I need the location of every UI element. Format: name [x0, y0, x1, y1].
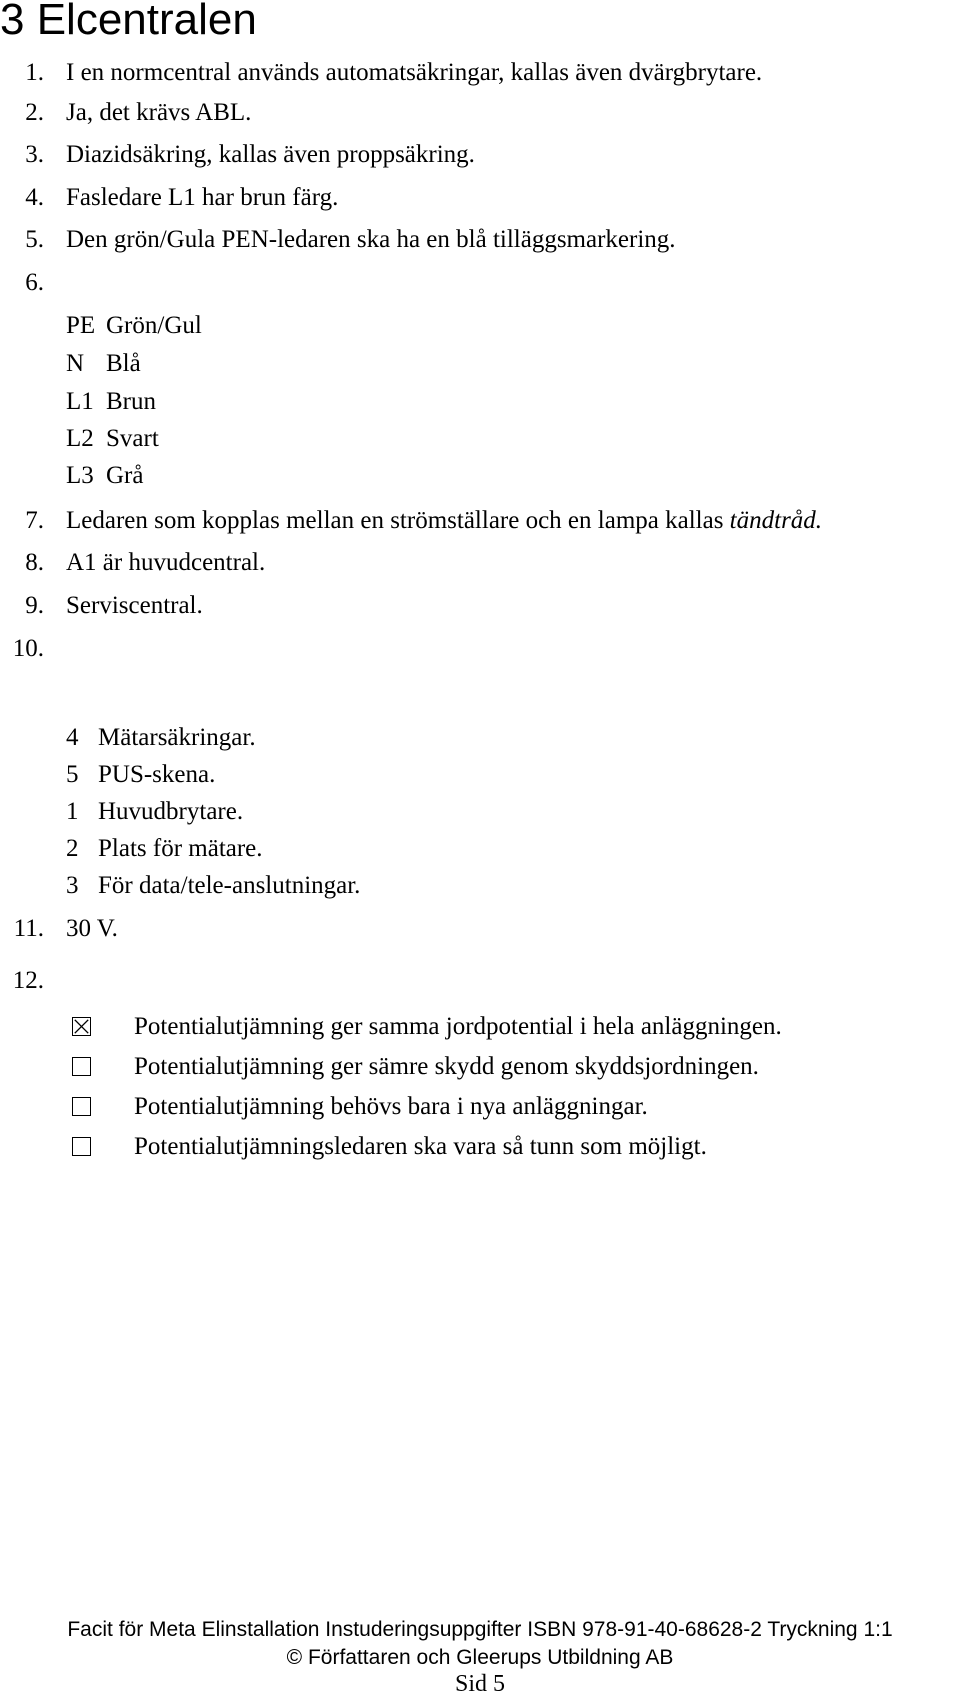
answer-6 [0, 268, 900, 298]
answer-number: 9. [25, 592, 44, 619]
part-row [66, 797, 244, 827]
statement-checkbox-checked[interactable] [72, 1017, 91, 1036]
answer-text: Ja, det krävs ABL. [66, 99, 252, 126]
conductor-code: N [66, 350, 85, 377]
answer-text: Diazidsäkring, kallas även proppsäkring. [66, 141, 475, 168]
conductor-color: Grå [106, 462, 144, 489]
conductor-row [66, 387, 156, 417]
conductor-code: L1 [66, 388, 94, 415]
part-text: Mätarsäkringar. [98, 724, 256, 751]
conductor-code: L3 [66, 462, 94, 489]
answer-text: Serviscentral. [66, 592, 203, 619]
part-row [66, 723, 256, 753]
statement-text: Potentialutjämning behövs bara i nya anläggningar. [134, 1093, 648, 1120]
conductor-color: Svart [106, 425, 159, 452]
part-number: 5 [66, 761, 79, 788]
answer-number: 7. [25, 507, 44, 534]
answer-number: 1. [25, 59, 44, 86]
part-number: 3 [66, 872, 79, 899]
footer-copyright: © Författaren och Gleerups Utbildning AB [286, 1646, 674, 1669]
statement-text: Potentialutjämning ger samma jordpotential i hela anläggningen. [134, 1013, 782, 1040]
footer-book-info: Facit för Meta Elinstallation Instuderingsuppgifter ISBN 978-91-40-68628-2 Tryckning 1:1 [67, 1618, 893, 1641]
part-row [66, 834, 263, 864]
conductor-code: L2 [66, 425, 94, 452]
answer-5 [0, 225, 900, 255]
statement-checkbox[interactable] [72, 1097, 91, 1116]
answer-text: A1 är huvudcentral. [66, 549, 266, 576]
answer-number: 3. [25, 141, 44, 168]
answer-text: Den grön/Gula PEN-ledaren ska ha en blå tilläggsmarkering. [66, 226, 676, 253]
page-number: Sid 5 [454, 1671, 505, 1697]
part-text: För data/tele-anslutningar. [98, 872, 361, 899]
answer-number: 5. [25, 226, 44, 253]
conductor-color: Brun [106, 388, 156, 415]
part-text: Huvudbrytare. [98, 798, 244, 825]
answer-text: Fasledare L1 har brun färg. [66, 184, 339, 211]
answer-3 [0, 140, 900, 170]
answer-number: 8. [25, 549, 44, 576]
part-row [66, 760, 216, 790]
answer-7 [0, 506, 930, 536]
part-number: 4 [66, 724, 79, 751]
conductor-row [66, 311, 202, 341]
conductor-color: Blå [106, 350, 141, 377]
answer-text: Ledaren som kopplas mellan en strömställare och en lampa kallas tändtråd. [66, 507, 823, 534]
conductor-row [66, 424, 159, 454]
statement-text: Potentialutjämningsledaren ska vara så tunn som möjligt. [134, 1133, 707, 1160]
statement-checkbox[interactable] [72, 1137, 91, 1156]
part-number: 2 [66, 835, 79, 862]
answer-10 [0, 634, 900, 664]
answer-emphasis: tändtråd. [729, 507, 823, 534]
answer-text: 30 V. [66, 915, 118, 942]
statement-checkbox[interactable] [72, 1057, 91, 1076]
answer-number: 6. [25, 269, 44, 296]
answer-9 [0, 591, 900, 621]
answer-12 [0, 966, 900, 996]
page-title: 3 Elcentralen [0, 0, 257, 44]
answer-1 [0, 58, 900, 88]
answer-2 [0, 98, 900, 128]
conductor-row [66, 349, 141, 379]
statement-text: Potentialutjämning ger sämre skydd genom skyddsjordningen. [134, 1053, 759, 1080]
conductor-color: Grön/Gul [106, 312, 202, 339]
part-number: 1 [66, 798, 79, 825]
answer-number: 4. [25, 184, 44, 211]
part-row [66, 871, 361, 901]
conductor-code: PE [66, 312, 96, 339]
answer-text: I en normcentral används automatsäkringar, kallas även dvärgbrytare. [66, 59, 763, 86]
answer-4 [0, 183, 900, 213]
answer-8 [0, 548, 900, 578]
part-text: Plats för mätare. [98, 835, 263, 862]
answer-11 [0, 914, 900, 944]
conductor-row [66, 461, 144, 491]
checkmark-x-icon [73, 1018, 90, 1035]
part-text: PUS-skena. [98, 761, 216, 788]
answer-number: 10. [12, 635, 44, 662]
answer-number: 11. [13, 915, 44, 942]
answer-number: 2. [25, 99, 44, 126]
answer-number: 12. [12, 967, 44, 994]
